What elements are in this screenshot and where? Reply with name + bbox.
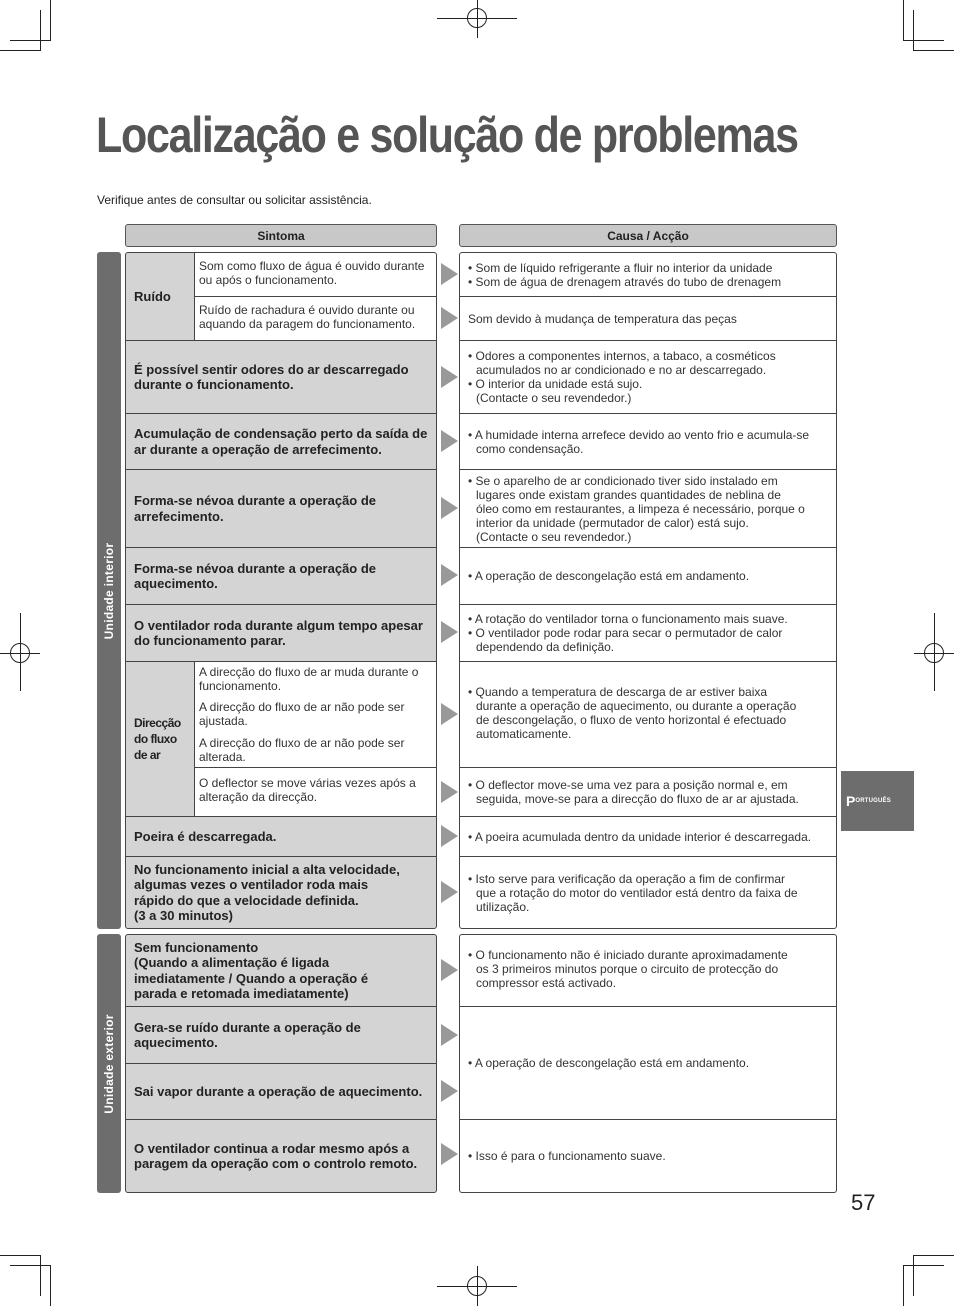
- registration-mark: [477, 1266, 478, 1306]
- noise-symptom-crack: Ruído de rachadura é ouvido durante ou aquando da paragem do funcionamento.: [195, 297, 436, 340]
- row-divider: [125, 1119, 437, 1120]
- symptom-column-header: Sintoma: [125, 224, 437, 247]
- arrow-icon: [441, 263, 458, 285]
- mist-heating-symptom: Forma-se névoa durante a operação de aquecimento.: [126, 548, 436, 604]
- cause-line: (Contacte o seu revendedor.): [476, 529, 632, 544]
- arrow-icon: [441, 430, 458, 452]
- airflow-symptom-not-changeable: A direcção do fluxo de ar não pode ser alterada.: [199, 736, 405, 764]
- mist-cooling-symptom: Forma-se névoa durante a operação de arrefecimento.: [126, 470, 436, 547]
- intro-text: Verifique antes de consultar ou solicitar assistência.: [97, 193, 372, 207]
- row-divider: [459, 296, 837, 297]
- row-divider: [125, 1063, 437, 1064]
- arrow-icon: [441, 1024, 458, 1046]
- cause-line: • O interior da unidade está sujo.: [468, 377, 643, 391]
- crop-mark: [10, 1265, 51, 1266]
- deflector-symptom: O deflector se move várias vezes após a alteração da direcção.: [195, 768, 436, 816]
- cause-line: • O ventilador pode rodar para secar o permutador de calor: [468, 626, 783, 640]
- symptom-line: (Quando a alimentação é ligada: [134, 955, 330, 970]
- language-tab-initial: P: [846, 793, 856, 809]
- cause-line: óleo como em restaurantes, a limpeza é necessário, porque o: [476, 501, 805, 516]
- row-divider: [459, 661, 837, 662]
- noise-crack-cause: Som devido à mudança de temperatura das peças: [468, 311, 737, 326]
- cause-line: • A humidade interna arrefece devido ao vento frio e acumula-se como condensação.: [468, 427, 810, 456]
- arrow-icon: [441, 307, 458, 329]
- row-divider: [125, 469, 437, 470]
- row-divider: [125, 547, 437, 548]
- cause-line: os 3 primeiros minutos porque o circuito de protecção do: [476, 962, 779, 976]
- row-divider: [125, 1006, 437, 1007]
- symptom-line: parada e retomada imediatamente): [134, 986, 349, 1001]
- noise-category: Ruído: [126, 253, 194, 340]
- cause-line: lugares onde existam grandes quantidades de neblina de: [476, 487, 781, 502]
- row-divider: [125, 816, 437, 817]
- arrow-icon: [441, 781, 458, 803]
- crop-mark: [40, 1255, 41, 1296]
- arrow-icon: [441, 564, 458, 586]
- row-divider: [459, 469, 837, 470]
- indoor-cause-frame: [459, 252, 837, 929]
- registration-mark: [934, 613, 935, 691]
- language-tab: [841, 771, 914, 831]
- row-divider: [459, 856, 837, 857]
- fan-continues-symptom: O ventilador continua a rodar mesmo após a paragem da operação com o controlo remoto.: [126, 1120, 436, 1192]
- outdoor-cause-frame: [459, 934, 837, 1193]
- symptom-line: Sem funcionamento: [134, 939, 259, 955]
- crop-mark: [50, 0, 51, 40]
- indoor-section-text: Unidade interior: [102, 542, 116, 639]
- indoor-section-label: [97, 252, 121, 929]
- crop-mark: [903, 1265, 944, 1266]
- row-divider: [125, 661, 437, 662]
- mist-heating-cause: • A operação de descongelação está em andamento.: [468, 569, 750, 583]
- cause-line: • A rotação do ventilador torna o funcionamento mais suave.: [468, 612, 788, 626]
- registration-mark: [20, 613, 21, 691]
- crop-mark: [0, 50, 40, 51]
- cause-line: • Odores a componentes internos, a tabaco, a cosméticos: [468, 349, 776, 363]
- language-tab-rest: ORTUGUÊS: [855, 798, 891, 804]
- outdoor-section-label: [97, 934, 121, 1193]
- symptom-line: (3 a 30 minutos): [134, 908, 233, 923]
- noise-heating-symptom: Gera-se ruído durante a operação de aquecimento.: [126, 1007, 436, 1063]
- row-divider: [459, 547, 837, 548]
- outdoor-section-text: Unidade exterior: [102, 1013, 116, 1114]
- row-divider: [194, 767, 437, 768]
- odor-symptom: É possível sentir odores do ar descarregado durante o funcionamento.: [126, 341, 436, 413]
- cause-line: • Quando a temperatura de descarga de ar estiver baixa: [468, 684, 768, 699]
- indoor-symptom-frame: [125, 252, 437, 929]
- airflow-symptom-not-adjustable: A direcção do fluxo de ar não pode ser ajustada.: [199, 700, 405, 728]
- cause-line: compressor está activado.: [476, 976, 617, 990]
- defrost-cause: • A operação de descongelação está em andamento.: [468, 1056, 750, 1070]
- row-divider: [125, 413, 437, 414]
- cause-line: • Som de líquido refrigerante a fluir no interior da unidade: [468, 260, 773, 275]
- crop-mark: [914, 50, 954, 51]
- airflow-symptom-changes: A direcção do fluxo de ar muda durante o funcionamento.: [199, 665, 419, 693]
- cause-line: acumulados no ar condicionado e no ar descarregado.: [476, 363, 767, 377]
- arrow-icon: [441, 497, 458, 519]
- cause-line: dependendo da definição.: [476, 640, 615, 654]
- cause-line: interior da unidade (permutador de calor) está sujo.: [476, 515, 749, 530]
- row-divider: [125, 604, 437, 605]
- column-divider: [194, 252, 195, 340]
- column-divider: [194, 661, 195, 816]
- crop-mark: [10, 40, 51, 41]
- fan-continues-cause: • Isso é para o funcionamento suave.: [468, 1149, 666, 1163]
- cause-line: automaticamente.: [476, 726, 572, 741]
- condensation-symptom: Acumulação de condensação perto da saída de ar durante a operação de arrefecimento.: [126, 414, 436, 469]
- row-divider: [125, 340, 437, 341]
- crop-mark: [50, 1266, 51, 1306]
- arrow-icon: [441, 825, 458, 847]
- page-title: Localização e solução de problemas: [96, 107, 798, 163]
- dust-cause: • A poeira acumulada dentro da unidade interior é descarregada.: [468, 829, 812, 844]
- cause-line: • O deflector move-se uma vez para a posição normal e, em: [468, 778, 788, 792]
- cause-line: seguida, move-se para a direcção do fluxo de ar ar ajustada.: [476, 792, 799, 806]
- cause-line: que a rotação do motor do ventilador está dentro da faixa de: [476, 885, 798, 900]
- crop-mark: [913, 1255, 914, 1296]
- crop-mark: [913, 10, 914, 51]
- cause-line: • Isto serve para verificação da operação a fim de confirmar: [468, 871, 786, 886]
- cause-column-header: Causa / Acção: [459, 224, 837, 247]
- dust-symptom: Poeira é descarregada.: [126, 817, 436, 856]
- steam-heating-symptom: Sai vapor durante a operação de aquecimento.: [126, 1064, 436, 1119]
- row-divider: [459, 816, 837, 817]
- cause-line: • Se o aparelho de ar condicionado tiver sido instalado em: [468, 473, 778, 488]
- arrow-icon: [441, 703, 458, 725]
- cause-line: • Som de água de drenagem através do tubo de drenagem: [468, 274, 782, 289]
- crop-mark: [903, 40, 944, 41]
- cause-line: de descongelação, o fluxo de vento horizontal é efectuado: [476, 712, 787, 727]
- crop-mark: [903, 1266, 904, 1306]
- noise-symptom-water: Som como fluxo de água é ouvido durante ou após o funcionamento.: [195, 253, 436, 296]
- symptom-line: imediatamente / Quando a operação é: [134, 970, 369, 986]
- row-divider: [194, 296, 437, 297]
- row-divider: [459, 1119, 837, 1120]
- cause-line: • O funcionamento não é iniciado durante aproximadamente: [468, 948, 788, 962]
- row-divider: [459, 413, 837, 414]
- cause-line: utilização.: [476, 899, 530, 914]
- row-divider: [459, 604, 837, 605]
- crop-mark: [40, 10, 41, 51]
- arrow-icon: [441, 366, 458, 388]
- symptom-line: rápido do que a velocidade definida.: [134, 892, 359, 908]
- arrow-icon: [441, 1143, 458, 1165]
- arrow-icon: [441, 959, 458, 981]
- row-divider: [459, 1006, 837, 1007]
- crop-mark: [0, 1255, 40, 1256]
- row-divider: [459, 767, 837, 768]
- crop-mark: [914, 1255, 954, 1256]
- arrow-icon: [441, 621, 458, 643]
- symptom-line: No funcionamento inicial a alta velocidade,: [134, 861, 400, 877]
- page-number: 57: [851, 1190, 876, 1215]
- cause-line: durante a operação de aquecimento, ou durante a operação: [476, 698, 797, 713]
- symptom-line: algumas vezes o ventilador roda mais: [134, 877, 369, 892]
- fan-after-stop-symptom: O ventilador roda durante algum tempo apesar do funcionamento parar.: [126, 605, 436, 661]
- airflow-category-label: Direcção do fluxo de ar: [134, 716, 181, 762]
- cause-line: (Contacte o seu revendedor.): [476, 391, 632, 405]
- arrow-icon: [441, 1080, 458, 1102]
- arrow-icon: [441, 881, 458, 903]
- registration-mark: [477, 0, 478, 38]
- crop-mark: [903, 0, 904, 40]
- row-divider: [459, 340, 837, 341]
- row-divider: [125, 856, 437, 857]
